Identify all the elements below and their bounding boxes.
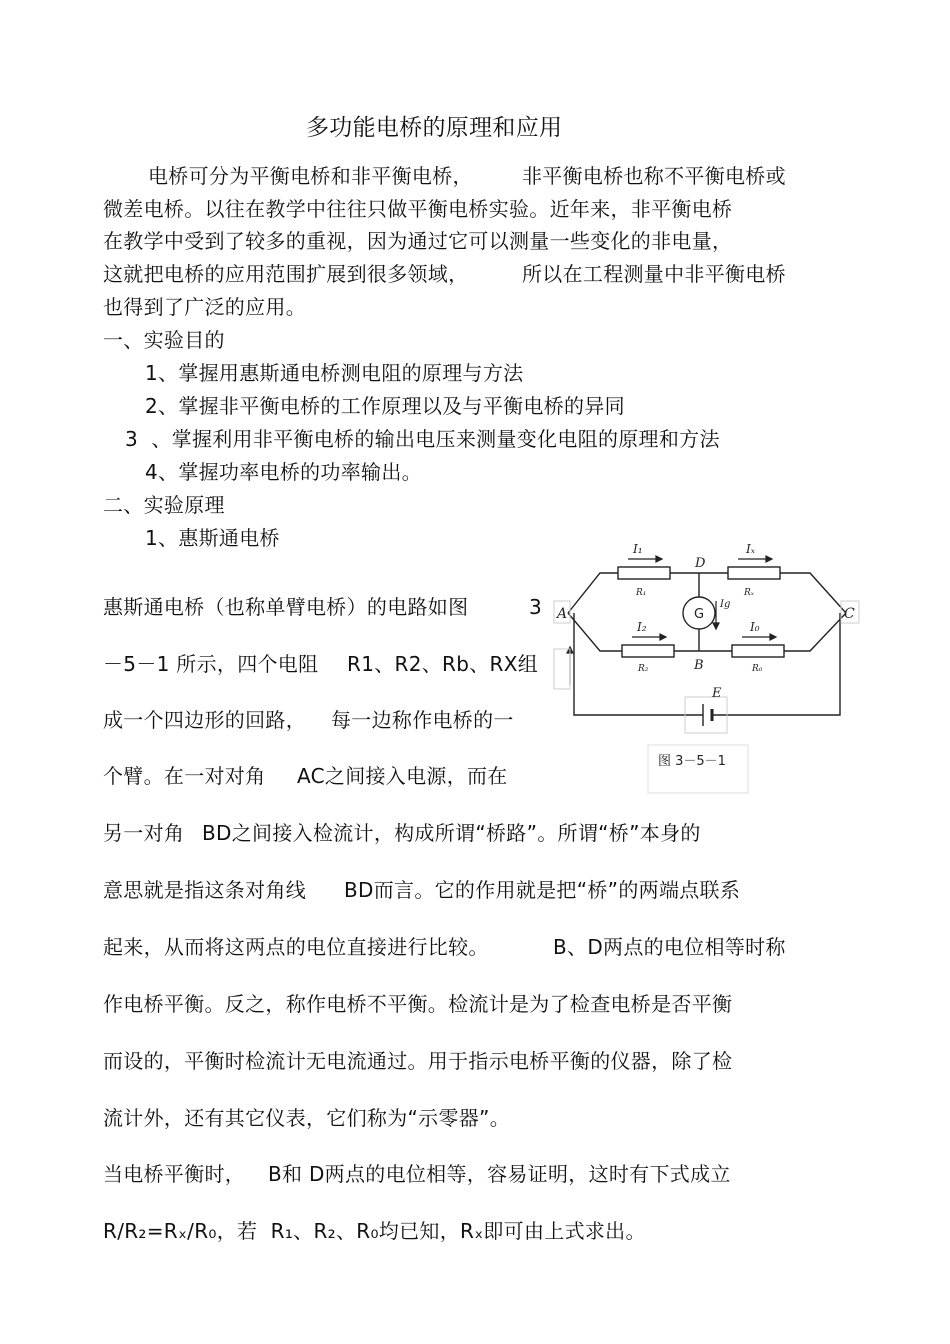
objective-item: 2、掌握非平衡电桥的工作原理以及与平衡电桥的异同 [145,394,625,418]
wheatstone-bridge-diagram [548,525,868,797]
intro-line-4b: 所以在工程测量中非平衡电桥 [522,262,786,286]
current-ig-label: Ig [720,599,731,610]
body-line-11a: 当电桥平衡时， [103,1162,246,1186]
body-line-9: 而设的，平衡时检流计无电流通过。用于指示电桥平衡的仪器，除了检 [103,1049,733,1073]
intro-line-1b: 非平衡电桥也称不平衡电桥或 [522,164,786,188]
wire-source-right [712,613,840,715]
body-line-5b: BD之间接入检流计，构成所谓“桥路”。所谓“桥”本身的 [202,821,701,845]
body-line-4b: AC之间接入电源，而在 [297,764,508,788]
body-line-7a: 起来，从而将这两点的电位直接进行比较。 [103,935,489,959]
resistor-r2-label: R₂ [638,664,649,674]
resistor-r0 [732,645,784,657]
resistor-r0-label: R₀ [752,664,763,674]
intro-line-1a: 电桥可分为平衡电桥和非平衡电桥， [148,164,473,188]
body-line-1b: 3 [529,595,543,619]
current-i1-label: I₁ [633,542,643,556]
body-line-6b: BD而言。它的作用就是把“桥”的两端点联系 [344,878,741,902]
resistor-r2 [622,645,674,657]
body-line-2a: －5－1 所示，四个电阻 [103,652,319,676]
resistor-rx [728,567,780,579]
body-line-10: 流计外，还有其它仪表，它们称为“示零器”。 [103,1106,511,1130]
galvanometer-label: G [693,607,705,622]
objective-item: 1、掌握用惠斯通电桥测电阻的原理与方法 [145,361,524,385]
body-line-2b: R1、R2、Rb、RX组 [347,652,539,676]
intro-line-4a: 这就把电桥的应用范围扩展到很多领域， [103,262,469,286]
source-e-label: E [712,686,722,701]
body-line-4a: 个臂。在一对对角 [103,764,266,788]
resistor-rx-label: Rₓ [744,588,754,598]
current-i0-label: I₀ [750,620,760,634]
body-line-5a: 另一对角 [103,821,185,845]
body-line-12b: Rₓ即可由上式求出。 [460,1219,646,1243]
body-line-6a: 意思就是指这条对角线 [103,878,306,902]
node-a-label: A [557,606,568,622]
body-line-1a: 惠斯通电桥（也称单臂电桥）的电路如图 [103,595,469,619]
node-b-label: B [694,658,704,673]
body-line-8: 作电桥平衡。反之，称作电桥不平衡。检流计是为了检查电桥是否平衡 [103,992,733,1016]
objective-item: 3 、掌握利用非平衡电桥的输出电压来测量变化电阻的原理和方法 [125,427,720,451]
intro-line-5: 也得到了广泛的应用。 [103,295,306,319]
battery-symbol [703,704,712,726]
page-title: 多功能电桥的原理和应用 [306,115,563,141]
body-line-7b: B、D两点的电位相等时称 [553,935,786,959]
current-i2-label: I₂ [637,620,647,634]
resistor-r1-label: R₁ [636,588,647,598]
objective-item: 4、掌握功率电桥的功率输出。 [145,460,422,484]
node-d-label: D [695,556,706,571]
wire-c-bottom [784,613,846,651]
resistor-r1 [618,567,670,579]
section-heading-principle: 二、实验原理 [103,493,225,517]
subsection-heading: 1、惠斯通电桥 [145,526,280,550]
wire-a-bottom [568,613,622,651]
arrow-frame [554,649,570,689]
body-line-3a: 成一个四边形的回路， [103,708,306,732]
body-line-3b: 每一边称作电桥的一 [331,708,514,732]
body-line-11b: B和 D两点的电位相等，容易证明，这时有下式成立 [268,1162,731,1186]
caption-frame [648,745,748,793]
current-ix-label: Iₓ [746,542,755,556]
intro-line-3: 在教学中受到了较多的重视，因为通过它可以测量一些变化的非电量， [103,229,733,253]
wire-a-top [568,573,618,613]
body-line-12a: R/R₂=Rₓ/R₀，若 R₁、R₂、R₀均已知， [103,1219,460,1243]
node-c-label: C [844,606,855,622]
figure-caption: 图 3－5－1 [658,754,726,769]
intro-line-2: 微差电桥。以往在教学中往往只做平衡电桥实验。近年来，非平衡电桥 [103,197,733,221]
wire-c-top [780,573,846,613]
section-heading-objectives: 一、实验目的 [103,328,225,352]
